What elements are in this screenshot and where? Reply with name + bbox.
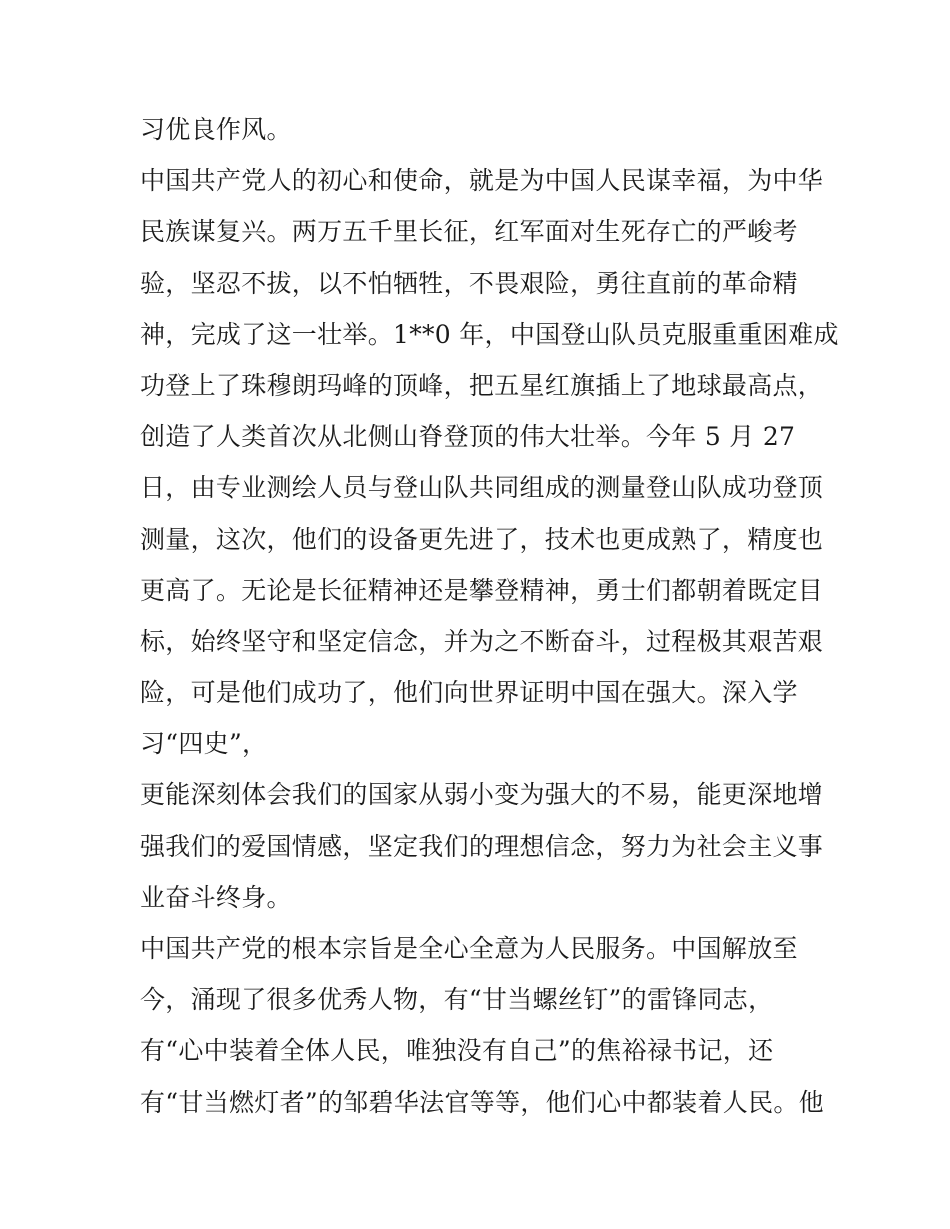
text-line: 更能深刻体会我们的国家从弱小变为强大的不易，能更深地增 bbox=[140, 780, 824, 810]
text-line: 测量，这次，他们的设备更先进了，技术也更成熟了，精度也 bbox=[140, 524, 824, 554]
text-line: 有“心中装着全体人民，唯独没有自己”的焦裕禄书记，还 bbox=[140, 1036, 774, 1066]
text-line: 险，可是他们成功了，他们向世界证明中国在强大。深入学 bbox=[140, 678, 798, 708]
text-line: 今，涌现了很多优秀人物，有“甘当螺丝钉”的雷锋同志， bbox=[140, 985, 774, 1015]
text-line: 民族谋复兴。两万五千里长征，红军面对生死存亡的严峻考 bbox=[140, 217, 798, 247]
text-line: 更高了。无论是长征精神还是攀登精神，勇士们都朝着既定目 bbox=[140, 575, 824, 605]
text-line: 创造了人类首次从北侧山脊登顶的伟大壮举。今年 5 月 27 bbox=[140, 422, 796, 452]
text-line: 习优良作风。 bbox=[140, 115, 292, 144]
text-line: 中国共产党人的初心和使命，就是为中国人民谋幸福，为中华 bbox=[140, 166, 824, 196]
body-text bbox=[140, 108, 839, 1132]
text-line: 日，由专业测绘人员与登山队共同组成的测量登山队成功登顶 bbox=[140, 473, 824, 503]
text-line: 验，坚忍不拔，以不怕牺牲，不畏艰险，勇往直前的革命精 bbox=[140, 268, 798, 298]
text-line: 中国共产党的根本宗旨是全心全意为人民服务。中国解放至 bbox=[140, 934, 798, 963]
text-line: 功登上了珠穆朗玛峰的顶峰，把五星红旗插上了地球最高点， bbox=[140, 370, 824, 400]
text-line: 有“甘当燃灯者”的邹碧华法官等等，他们心中都装着人民。他 bbox=[140, 1087, 824, 1117]
text-line: 业奋斗终身。 bbox=[140, 882, 292, 912]
text-line: 习“四史”， bbox=[140, 729, 268, 759]
text-line: 标，始终坚守和坚定信念，并为之不断奋斗，过程极其艰苦艰 bbox=[140, 626, 824, 656]
text-line: 强我们的爱国情感，坚定我们的理想信念，努力为社会主义事 bbox=[140, 831, 824, 861]
text-line: 神，完成了这一壮举。1**0 年，中国登山队员克服重重困难成 bbox=[140, 319, 839, 349]
